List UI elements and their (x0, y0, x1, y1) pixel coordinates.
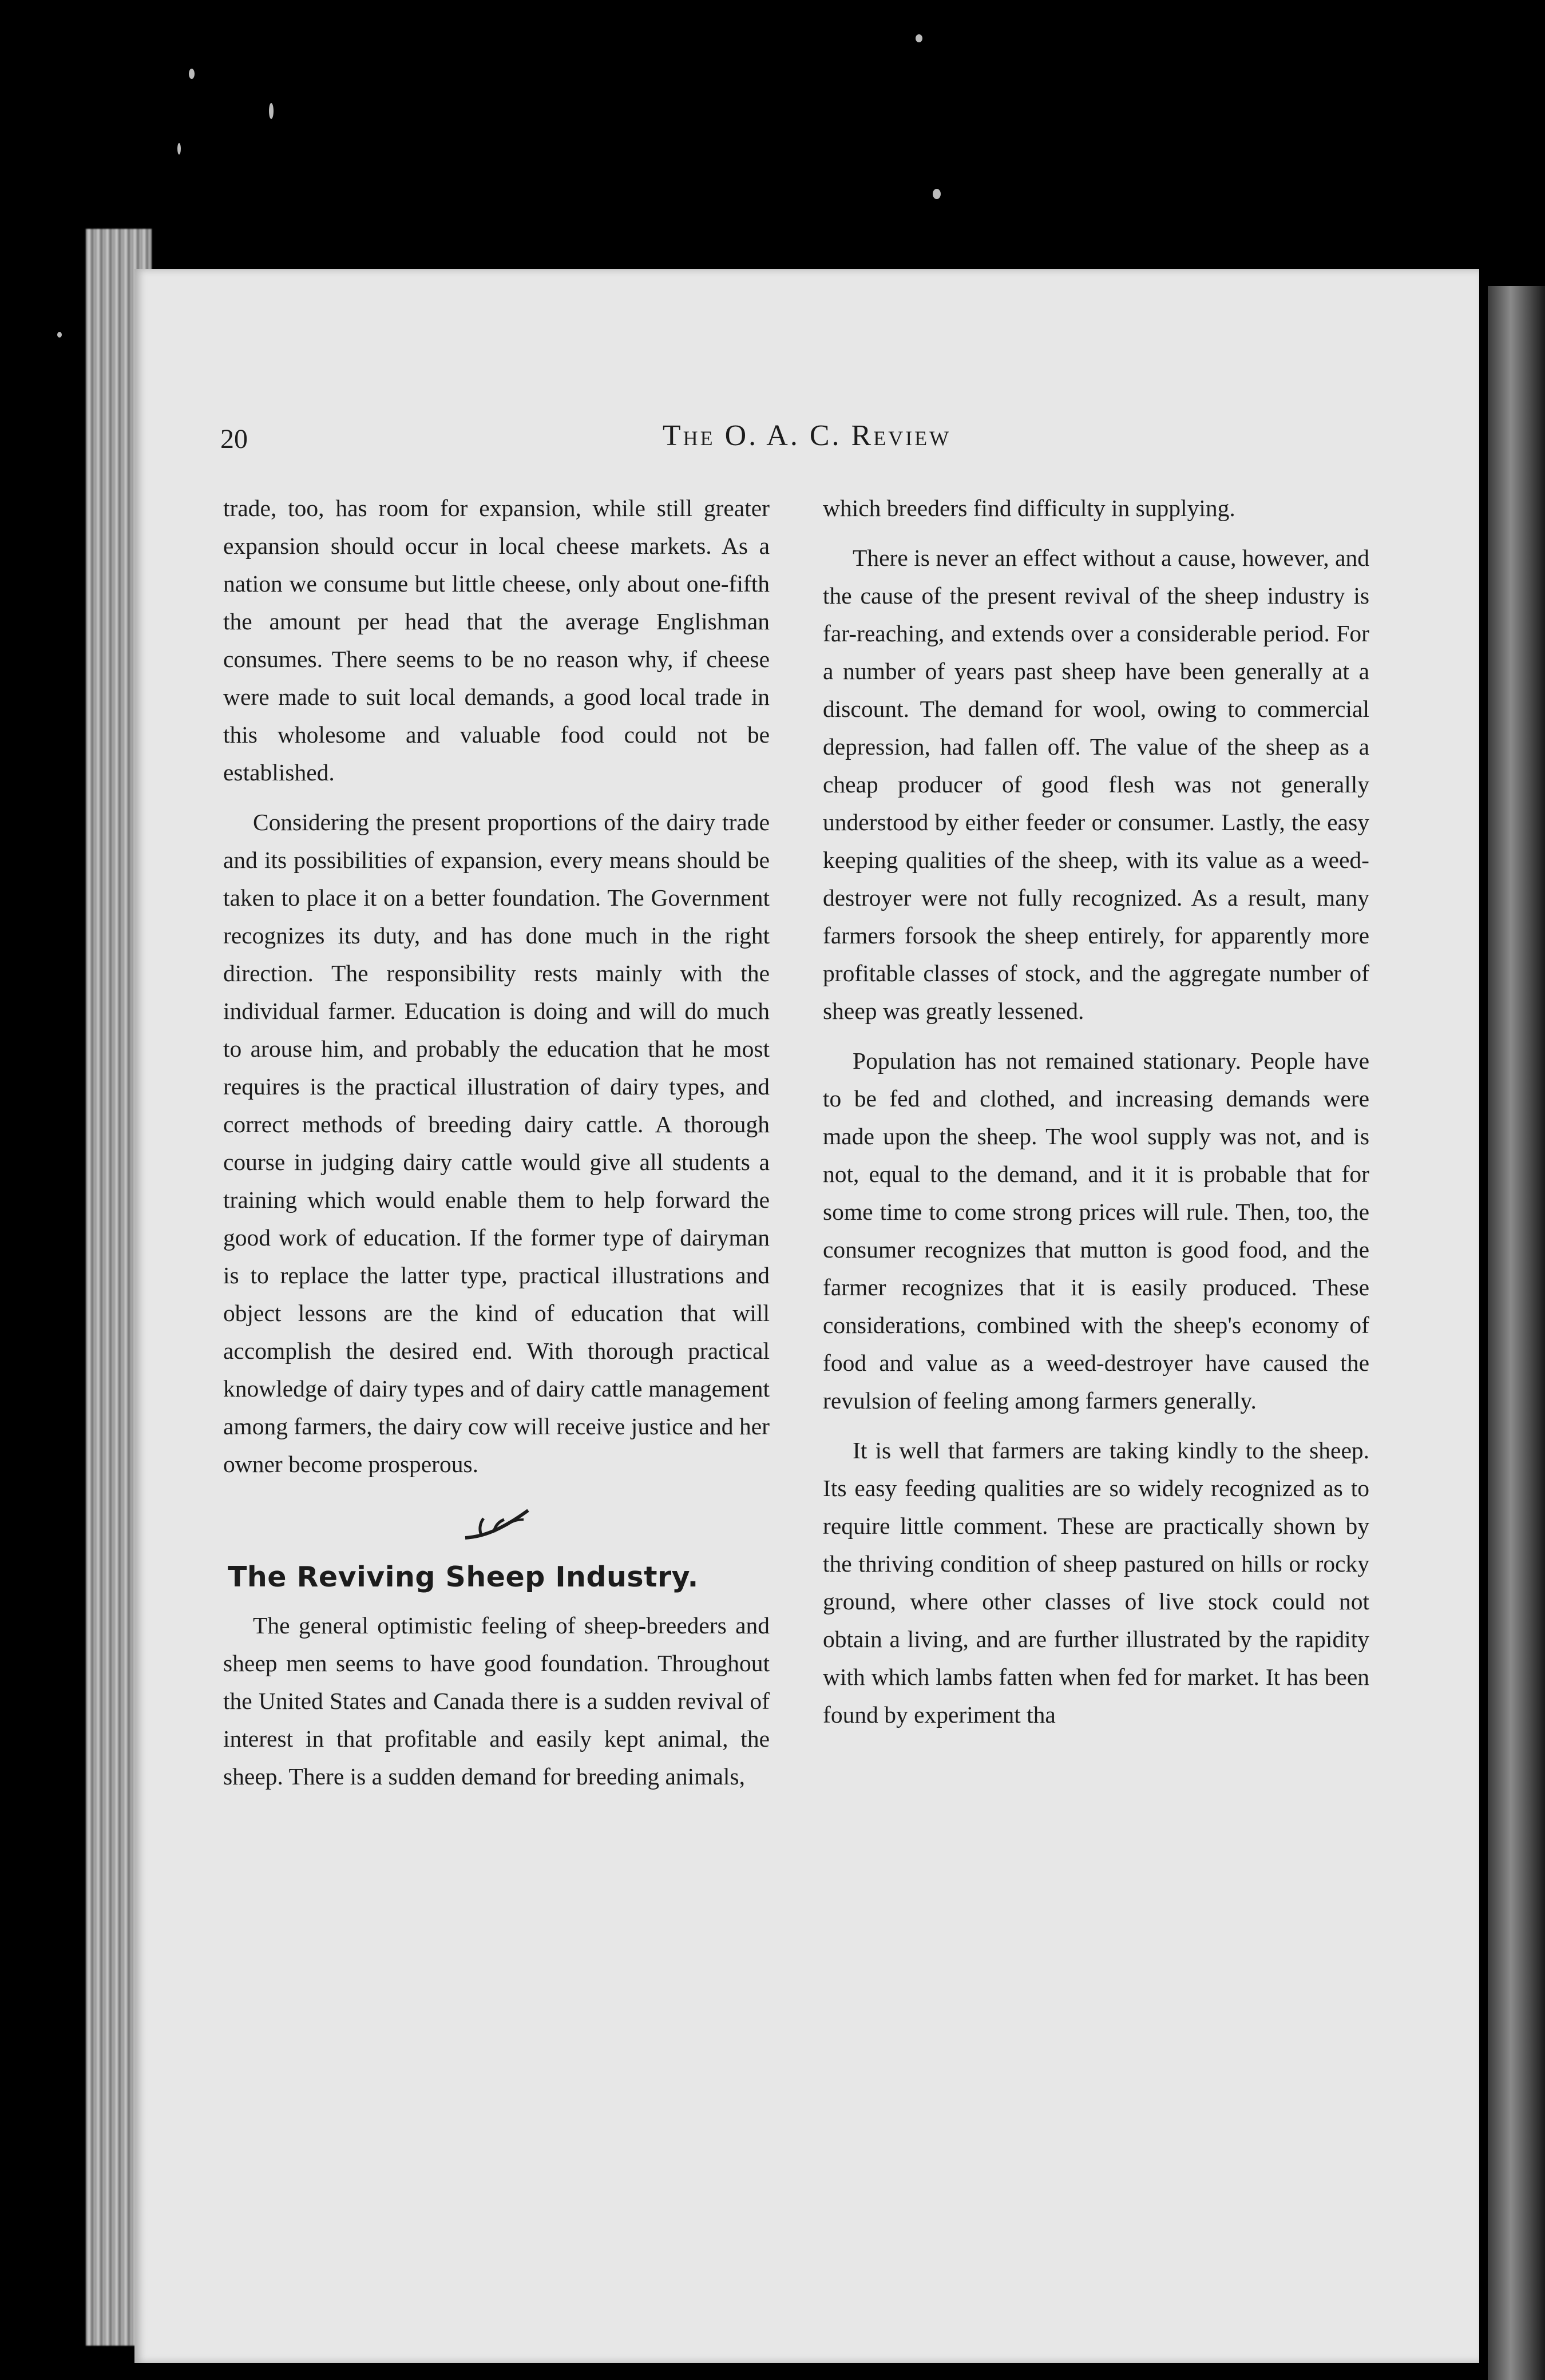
paragraph: It is well that farmers are taking kindly to the sheep. Its easy feeding qualities are so widely recognized as to require little comment. These are practically shown by the thriving condition of sheep pastured on hills or rocky ground, where other classes of live stock could not obtain a living, and are further illustrated by the rapidity with which lambs fatten when fed for market. It has been found by experiment tha (823, 1437, 1369, 1728)
paragraph: The general optimistic feeling of sheep-breeders and sheep men seems to have good foundation. Throughout the United States and Canada there is a sudden revival of interest in that profitable and easily kept animal, the sheep. There is a sudden demand for breeding animals, (223, 1612, 770, 1790)
dust-speck (269, 103, 274, 119)
paragraph: Population has not remained stationary. People have to be fed and clothed, and increasing demands were made upon the sheep. The wool supply was not, and is not, equal to the demand, and it it is probable that for some time to come strong prices will rule. Then, too, the consumer recognizes that mutton is good food, and the farmer recognizes that it is easily produced. These considerations, combined with the sheep's economy of food and value as a weed-destroyer have caused the revulsion of feeling among farmers generally. (823, 1048, 1369, 1414)
paragraph: There is never an effect without a cause, however, and the cause of the present revival of the sheep industry is far-reaching, and extends over a considerable period. For a number of years past sheep have been generally at a discount. The demand for wool, owing to commercial depression, had fallen off. The value of the sheep as a cheap producer of good flesh was not generally understood by either feeder or consumer. Lastly, the easy keeping qualities of the sheep, with its value as a weed-destroyer were not fully recognized. As a result, many farmers forsook the sheep entirely, for apparently more profitable classes of stock, and the aggregate number of sheep was greatly lessened. (823, 545, 1369, 1024)
left-column (223, 489, 770, 1807)
dust-speck (189, 69, 195, 79)
paragraph: Considering the present proportions of the dairy trade and its possibilities of expansion, every means should be taken to place it on a better foundation. The Government recognizes its duty, and has done much in the right direction. The responsibility rests mainly with the individual farmer. Education is doing and will do much to arouse him, and probably the education that he most requires is the practical illustration of dairy types, and correct methods of breeding dairy cattle. A thorough course in judging dairy cattle would give all students a training which would enable them to help forward the good work of education. If the former type of dairyman is to replace the latter type, practical illustrations and object lessons are the kind of education that will accomplish the desired end. With thorough practical knowledge of dairy types and of dairy cattle management among farmers, the dairy cow will receive justice and her owner become prosperous. (223, 809, 770, 1477)
paragraph: which breeders find difficulty in supplying. (823, 495, 1235, 521)
page-number: 20 (220, 424, 248, 454)
dust-speck (916, 34, 922, 42)
paragraph: trade, too, has room for expansion, while still greater expansion should occur in local cheese markets. As a nation we consume but little cheese, only about one-fifth the amount per head that the average Englishman consumes. There seems to be no reason why, if cheese were made to suit local demands, a good local trade in this wholesome and valuable food could not be established. (223, 495, 770, 786)
article-heading: The Reviving Sheep Industry. (228, 1561, 699, 1593)
book-page (134, 269, 1479, 2363)
leaf-ornament (454, 1502, 540, 1548)
dust-speck (933, 189, 941, 199)
dust-speck (57, 332, 62, 338)
right-column (823, 489, 1369, 1746)
dust-speck (177, 143, 181, 154)
running-title: The O. A. C. Review (662, 419, 952, 452)
book-spine (1488, 286, 1545, 2380)
